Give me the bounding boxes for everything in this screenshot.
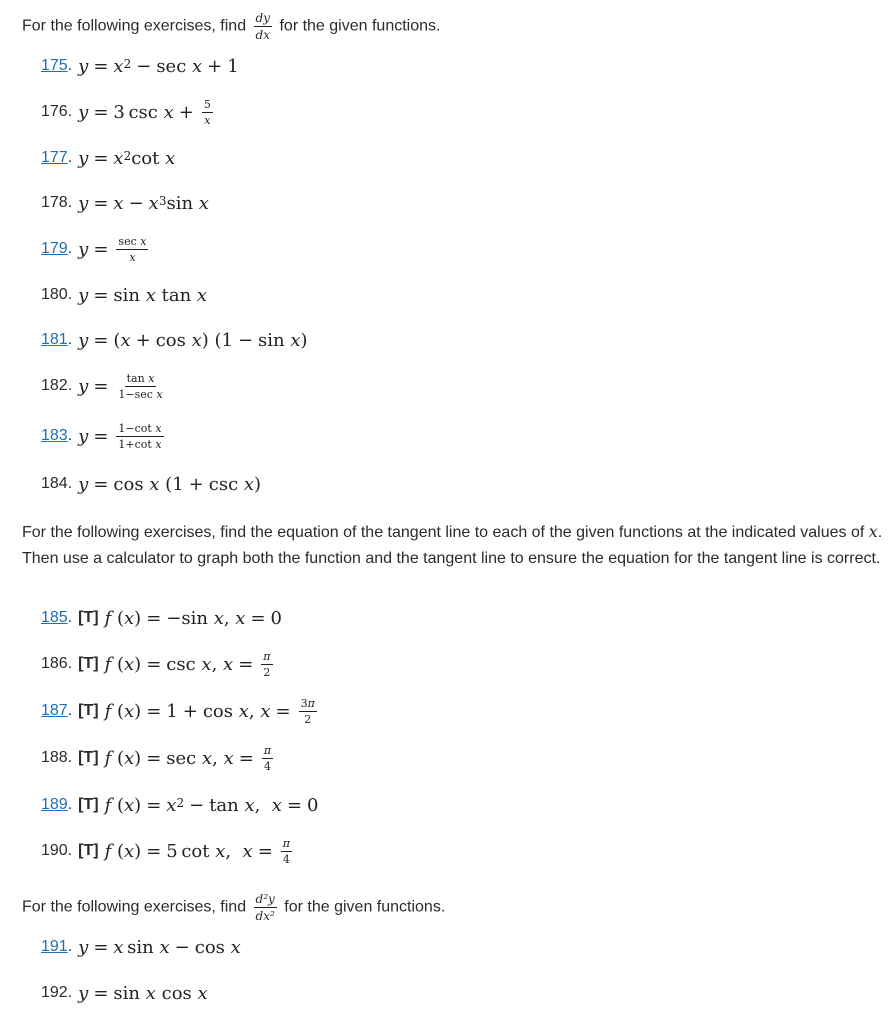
equation: f ( x ) = x $^2$ − tan x , x = 0 <box>104 794 319 816</box>
exercise-175: 175 . y = x $^2$ − sec x + 1 <box>41 55 239 77</box>
equation: y = x − x $^3$ sin x <box>78 192 209 214</box>
dy-dx-fraction: $\frac{dy}{dx}$ <box>255 11 271 42</box>
section2-intro: For the following exercises, find the equation of the tangent line to each of the given functions at the indicated values of x. Then use a calculator to graph both the function and the tangent line to ensure the equation for the tangent line is correct. <box>22 522 883 567</box>
equation: y = x sin x − cos x <box>78 936 241 958</box>
exercise-number: 178 <box>41 194 68 211</box>
exercise-178: 178 . y = x − x $^3$ sin x <box>41 192 209 214</box>
exercise-181: 181 . y = ( x + cos x ) (1 − sin x ) <box>41 329 308 351</box>
equation: y = x $^2$ − sec x + 1 <box>78 55 239 77</box>
equation: y = 3 csc x + $\frac{5}{x}$ <box>78 97 211 127</box>
exercise-number: 176 <box>41 103 68 120</box>
equation: y = ( x + cos x ) (1 − sin x ) <box>78 329 308 351</box>
equation: f ( x ) = 5 cot x , x = $\frac{\pi}{4}$ <box>104 836 291 866</box>
equation: f ( x ) = 1 + cos x , x = $\frac{3\pi}{2}$ <box>104 696 315 726</box>
exercise-number-link[interactable]: 179 <box>41 240 68 257</box>
exercise-number: 180 <box>41 286 68 303</box>
exercise-number: 190 <box>41 842 68 859</box>
exercise-number: 188 <box>41 749 68 766</box>
exercise-185: 185 . [T] f ( x ) = −sin x , x = 0 <box>41 607 282 629</box>
exercise-number: 182 <box>41 377 68 394</box>
exercise-176: 176 . y = 3 csc x + $\frac{5}{x}$ <box>41 94 216 130</box>
equation: y = sin x cos x <box>78 982 208 1004</box>
exercise-186: 186 . [T] f ( x ) = csc x , x = $\frac{\pi}{2}$ <box>41 646 276 682</box>
exercise-number-link[interactable]: 185 <box>41 609 68 626</box>
d2y-dx2-fraction: $\frac{\text{d²y}}{\text{dx²}}$ <box>255 892 275 923</box>
exercise-177: 177 . y = x $^2$ cot x <box>41 147 176 169</box>
exercise-number-link[interactable]: 177 <box>41 149 68 166</box>
exercise-number-link[interactable]: 183 <box>41 427 68 444</box>
technology-tag: [T] <box>78 796 99 813</box>
exercise-number-link[interactable]: 191 <box>41 938 68 955</box>
equation: f ( x ) = −sin x , x = 0 <box>104 607 282 629</box>
exercise-number-link[interactable]: 187 <box>41 702 68 719</box>
equation: y = sin x tan x <box>78 284 208 306</box>
technology-tag: [T] <box>78 842 99 859</box>
exercise-184: 184 . y = cos x (1 + csc x ) <box>41 473 262 495</box>
exercise-number: 192 <box>41 984 68 1001</box>
exercise-number: 186 <box>41 655 68 672</box>
exercise-187: 187 . [T] f ( x ) = 1 + cos x , x = $\frac{3\pi}{2}$ <box>41 693 320 729</box>
exercise-number-link[interactable]: 175 <box>41 57 68 74</box>
technology-tag: [T] <box>78 702 99 719</box>
technology-tag: [T] <box>78 609 99 626</box>
exercise-188: 188 . [T] f ( x ) = sec x , x = $\frac{\pi}{4}$ <box>41 740 276 776</box>
exercise-180: 180 . y = sin x tan x <box>41 284 208 306</box>
equation: y = $\frac{\text{1−cot x}}{\text{1+cot x}}$ <box>78 421 162 451</box>
equation: f ( x ) = csc x , x = $\frac{\pi}{2}$ <box>104 649 271 679</box>
exercise-192: 192 . y = sin x cos x <box>41 982 208 1004</box>
exercise-number: 184 <box>41 475 68 492</box>
equation: y = $\frac{\text{tan x}}{\text{1−sec x}}$ <box>78 371 163 401</box>
exercise-183: 183 . y = $\frac{\text{1−cot x}}{\text{1+cot x}}$ <box>41 418 167 454</box>
exercise-190: 190 . [T] f ( x ) = 5 cot x , x = $\frac{\pi}{4}$ <box>41 833 295 869</box>
equation: y = $\frac{\text{sec x}}{x}$ <box>78 234 147 264</box>
equation: f ( x ) = sec x , x = $\frac{\pi}{4}$ <box>104 743 272 773</box>
technology-tag: [T] <box>78 749 99 766</box>
exercise-182: 182 . y = $\frac{\text{tan x}}{\text{1−sec x}}$ <box>41 368 168 404</box>
equation: y = cos x (1 + csc x ) <box>78 473 262 495</box>
exercise-179: 179 . y = $\frac{\text{sec x}}{x}$ <box>41 231 151 267</box>
equation: y = x $^2$ cot x <box>78 147 176 169</box>
exercise-number-link[interactable]: 181 <box>41 331 68 348</box>
exercise-191: 191 . y = x sin x − cos x <box>41 936 241 958</box>
section3-intro: For the following exercises, find $\frac{\text{d²y}}{\text{dx²}}$ for the given functions. <box>22 892 446 923</box>
exercise-189: 189 . [T] f ( x ) = x $^2$ − tan x , x = 0 <box>41 794 319 816</box>
section1-intro: For the following exercises, find $\frac{dy}{dx}$ for the given functions. <box>22 11 441 42</box>
exercise-number-link[interactable]: 189 <box>41 796 68 813</box>
technology-tag: [T] <box>78 655 99 672</box>
